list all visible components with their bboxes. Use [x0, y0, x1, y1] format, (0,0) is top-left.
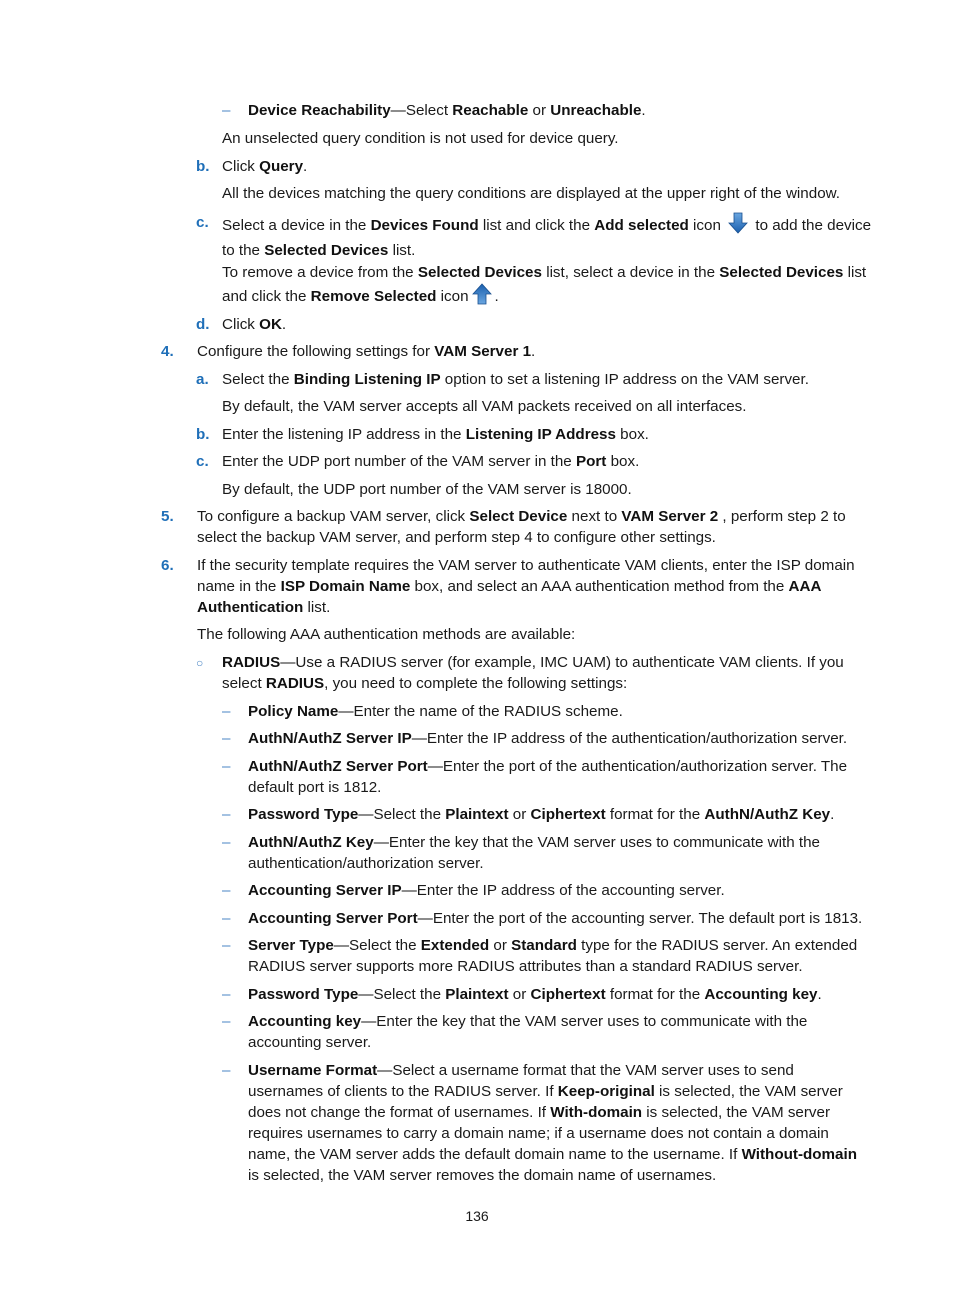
step-4b — [196, 424, 872, 445]
step-number: 5. — [161, 508, 174, 525]
dash-marker: – — [222, 1062, 231, 1079]
dash-marker: – — [222, 758, 231, 775]
circle-bullet-icon: ○ — [196, 656, 204, 670]
remove-note-text: To remove a device from the Selected Devices list, select a device in the Selected Devices list and click the Remove Selected icon . — [222, 262, 872, 311]
item-text: Accounting Server Port—Enter the port of the accounting server. The default port is 1813. — [248, 910, 863, 927]
step-4a — [196, 369, 872, 390]
step-text: Click OK. — [222, 316, 287, 333]
item-text: Username Format—Select a username format that the VAM server uses to send usernames of clients to the RADIUS server. If Keep-original is selected, the VAM server does not change the format of usernames. If With-domain is selected, the VAM server requires usernames to carry a domain name; if a username does not contain a domain name, the VAM server adds the default domain name to the username. If Without-domain is selected, the VAM server removes the domain name of usernames. — [248, 1062, 858, 1184]
item-text: Accounting Server IP—Enter the IP address of the accounting server. — [248, 882, 725, 899]
step-4c — [196, 451, 872, 472]
step-text: Enter the UDP port number of the VAM server in the Port box. — [222, 453, 640, 470]
step-marker: b. — [196, 158, 210, 175]
paragraph-unselected-note: An unselected query condition is not used for device query. — [222, 130, 619, 147]
step-text: Select a device in the Devices Found list and click the Add selected icon to add the device to the Selected Devices list. — [222, 212, 872, 261]
list-item-radius — [196, 652, 872, 694]
item-text: RADIUS—Use a RADIUS server (for example, IMC UAM) to authenticate VAM clients. If you select RADIUS, you need to complete the following settings: — [222, 654, 844, 692]
paragraph-4a-note: By default, the VAM server accepts all VAM packets received on all interfaces. — [222, 398, 747, 415]
paragraph-methods-note: The following AAA authentication methods are available: — [197, 626, 576, 643]
dash-marker: – — [222, 703, 231, 720]
dash-marker: – — [222, 102, 231, 119]
list-item-authn-server-ip — [222, 728, 872, 749]
step-text: To configure a backup VAM server, click Select Device next to VAM Server 2 , perform step 2 to select the backup VAM server, and perform step 4 to configure other settings. — [197, 508, 846, 546]
step-b-query — [196, 156, 872, 177]
step-c-select-device — [196, 212, 872, 261]
step-text: Enter the listening IP address in the Listening IP Address box. — [222, 426, 649, 443]
item-text: Password Type—Select the Plaintext or Ciphertext format for the Accounting key. — [248, 986, 822, 1003]
list-item-accounting-server-ip — [222, 880, 872, 901]
list-item-username-format — [222, 1060, 872, 1186]
item-text: AuthN/AuthZ Key—Enter the key that the VAM server uses to communicate with the authentication/authorization server. — [248, 834, 820, 872]
list-item-policy-name — [222, 701, 872, 722]
dash-marker: – — [222, 910, 231, 927]
step-marker: d. — [196, 316, 210, 333]
dash-marker: – — [222, 1013, 231, 1030]
list-item-accounting-server-port — [222, 908, 872, 929]
step-marker: c. — [196, 453, 209, 470]
list-item-authn-key — [222, 832, 872, 874]
step-d-ok — [196, 314, 872, 335]
item-text: AuthN/AuthZ Server IP—Enter the IP address of the authentication/authorization server. — [248, 730, 848, 747]
item-text: Accounting key—Enter the key that the VAM server uses to communicate with the accounting server. — [248, 1013, 808, 1051]
dash-marker: – — [222, 937, 231, 954]
step-number: 6. — [161, 557, 174, 574]
paragraph-matching-note: All the devices matching the query conditions are displayed at the upper right of the window. — [222, 185, 840, 202]
step-text: Select the Binding Listening IP option to set a listening IP address on the VAM server. — [222, 371, 809, 388]
item-text: AuthN/AuthZ Server Port—Enter the port of the authentication/authorization server. The default port is 1812. — [248, 758, 848, 796]
step-text: Click Query. — [222, 158, 308, 175]
arrow-up-icon — [471, 283, 493, 311]
step-text: Configure the following settings for VAM Server 1. — [197, 343, 536, 360]
item-text: Policy Name—Enter the name of the RADIUS scheme. — [248, 703, 623, 720]
dash-marker: – — [222, 986, 231, 1003]
item-text: Server Type—Select the Extended or Standard type for the RADIUS server. An extended RADIUS server supports more RADIUS attributes than a standard RADIUS server. — [248, 937, 858, 975]
list-item-password-type-auth — [222, 804, 872, 825]
step-4 — [161, 341, 872, 362]
dash-marker: – — [222, 834, 231, 851]
item-text: Password Type—Select the Plaintext or Ciphertext format for the AuthN/AuthZ Key. — [248, 806, 835, 823]
list-item-device-reachability — [222, 100, 872, 121]
dash-marker: – — [222, 806, 231, 823]
dash-marker: – — [222, 730, 231, 747]
step-text: If the security template requires the VAM server to authenticate VAM clients, enter the ISP domain name in the ISP Domain Name box, and select an AAA authentication method from the AAA Authentication list. — [197, 557, 855, 616]
list-item-password-type-acct — [222, 984, 872, 1005]
dash-marker: – — [222, 882, 231, 899]
list-item-accounting-key — [222, 1011, 872, 1053]
arrow-down-icon — [727, 212, 749, 240]
item-text: Device Reachability—Select Reachable or Unreachable. — [248, 102, 646, 119]
list-item-server-type — [222, 935, 872, 977]
step-marker: b. — [196, 426, 210, 443]
step-marker: a. — [196, 371, 209, 388]
list-item-authn-server-port — [222, 756, 872, 798]
paragraph-4c-note: By default, the UDP port number of the VAM server is 18000. — [222, 481, 632, 498]
step-marker: c. — [196, 214, 209, 231]
step-number: 4. — [161, 343, 174, 360]
step-6 — [161, 555, 872, 618]
step-5 — [161, 506, 872, 548]
page-number: 136 — [465, 1208, 489, 1224]
paragraph-remove-note — [222, 262, 872, 311]
